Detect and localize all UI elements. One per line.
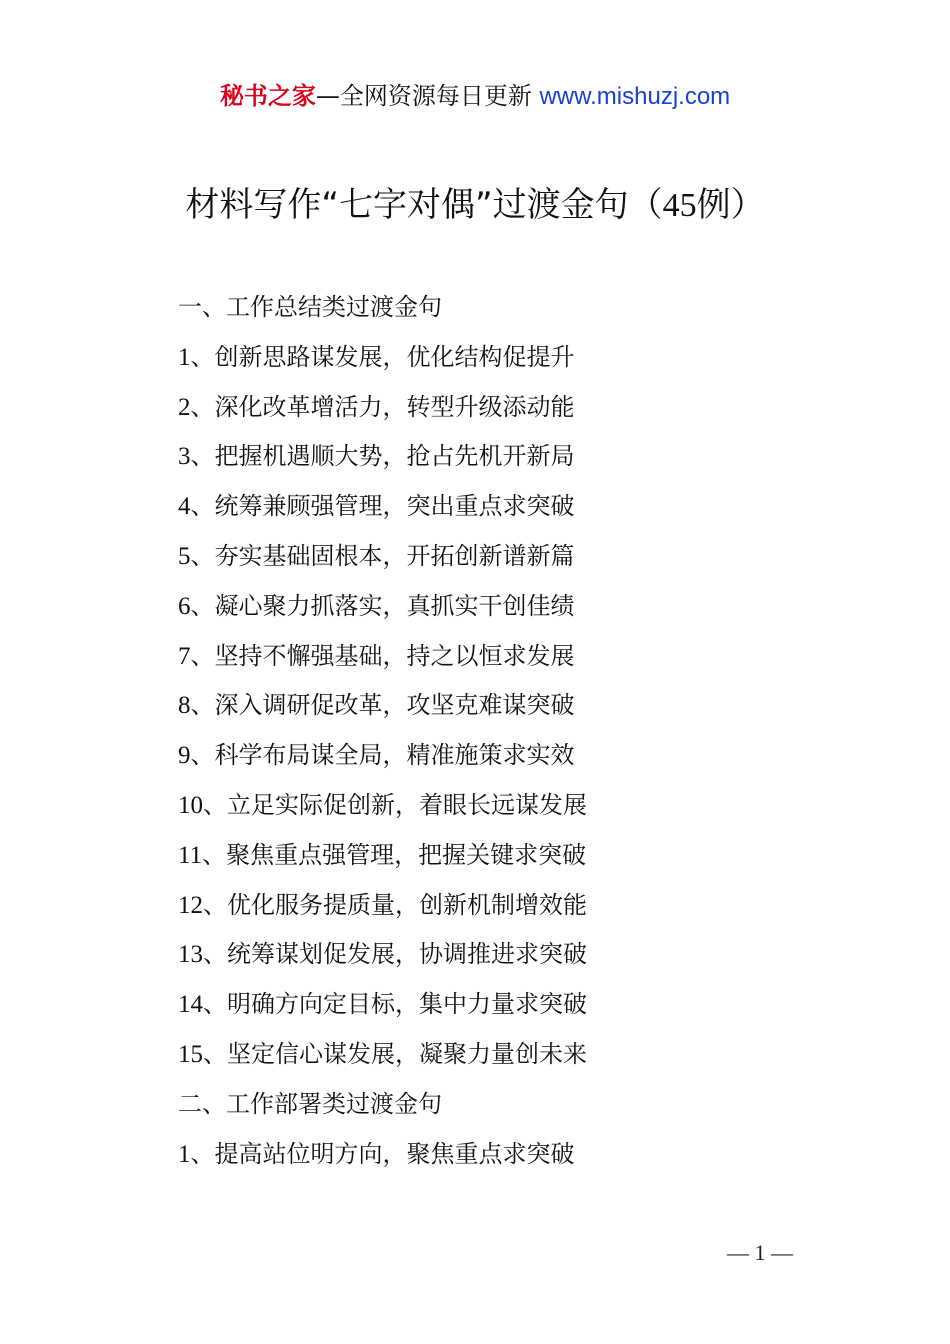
- item-text: 、凝心聚力抓落实，真抓实干创佳绩: [190, 591, 575, 620]
- item-number: 12: [178, 891, 203, 919]
- brand-name: 秘书之家: [219, 82, 316, 110]
- item-text: 、聚焦重点强管理，把握关键求突破: [202, 840, 587, 869]
- document-title: [0, 182, 950, 229]
- item-number: 7: [178, 642, 191, 670]
- item-text: 、夯实基础固根本，开拓创新谱新篇: [190, 541, 575, 570]
- list-item: [178, 482, 878, 532]
- item-text: 、统筹谋划促发展，协调推进求突破: [203, 940, 587, 969]
- item-number: 10: [178, 791, 203, 819]
- item-text: 、创新思路谋发展，优化结构促提升: [190, 342, 575, 371]
- item-text: 、科学布局谋全局，精准施策求实效: [190, 741, 575, 770]
- list-item: [178, 681, 878, 731]
- item-number: 3: [178, 443, 191, 471]
- list-item: [178, 1130, 878, 1180]
- item-text: 、深化改革增活力，转型升级添动能: [190, 392, 575, 421]
- item-text: 、明确方向定目标，集中力量求突破: [203, 990, 587, 1019]
- document-body: [178, 283, 878, 1179]
- list-item: [178, 532, 878, 582]
- item-number: 9: [178, 742, 191, 770]
- list-item: [178, 432, 878, 482]
- site-url-link[interactable]: www.mishuzj.com: [539, 83, 731, 110]
- list-item: [178, 930, 878, 980]
- item-number: 1: [178, 343, 191, 371]
- item-number: 5: [178, 542, 191, 570]
- item-text: 、把握机遇顺大势，抢占先机开新局: [190, 442, 575, 471]
- item-number: 11: [178, 841, 203, 869]
- item-text: 、优化服务提质量，创新机制增效能: [203, 890, 587, 919]
- item-text: 、提高站位明方向，聚焦重点求突破: [190, 1139, 575, 1168]
- list-item: [178, 781, 878, 831]
- list-item: [178, 1030, 878, 1080]
- list-item: [178, 383, 878, 433]
- title-text: 材料写作“七字对偶”过渡金句（: [185, 185, 663, 225]
- list-item: [178, 980, 878, 1030]
- title-count: 45: [662, 187, 697, 224]
- item-text: 、深入调研促改革，攻坚克难谋突破: [190, 691, 575, 720]
- item-number: 15: [178, 1040, 203, 1068]
- section-heading: 一、工作总结类过渡金句: [178, 293, 442, 321]
- item-text: 、统筹兼顾强管理，突出重点求突破: [190, 492, 575, 521]
- page-number: — 1 —: [727, 1240, 793, 1265]
- section-heading: 二、工作部署类过渡金句: [178, 1089, 442, 1118]
- list-item: [178, 831, 878, 881]
- item-number: 1: [178, 1140, 191, 1168]
- item-text: 、坚定信心谋发展，凝聚力量创未来: [203, 1039, 587, 1068]
- item-number: 2: [178, 393, 191, 421]
- item-text: 、立足实际促创新，着眼长远谋发展: [203, 790, 587, 819]
- item-text: 、坚持不懈强基础，持之以恒求发展: [190, 641, 575, 670]
- list-item: [178, 881, 878, 931]
- list-item: [178, 731, 878, 781]
- item-number: 14: [178, 991, 203, 1019]
- list-item: [178, 582, 878, 632]
- title-suffix: 例）: [696, 185, 765, 225]
- item-number: 13: [178, 941, 203, 969]
- item-number: 8: [178, 692, 191, 720]
- item-number: 4: [178, 493, 191, 521]
- item-number: 6: [178, 592, 191, 620]
- list-item: [178, 632, 878, 682]
- brand-tagline: —全网资源每日更新: [315, 82, 532, 110]
- site-banner: [0, 80, 950, 113]
- list-item: [178, 333, 878, 383]
